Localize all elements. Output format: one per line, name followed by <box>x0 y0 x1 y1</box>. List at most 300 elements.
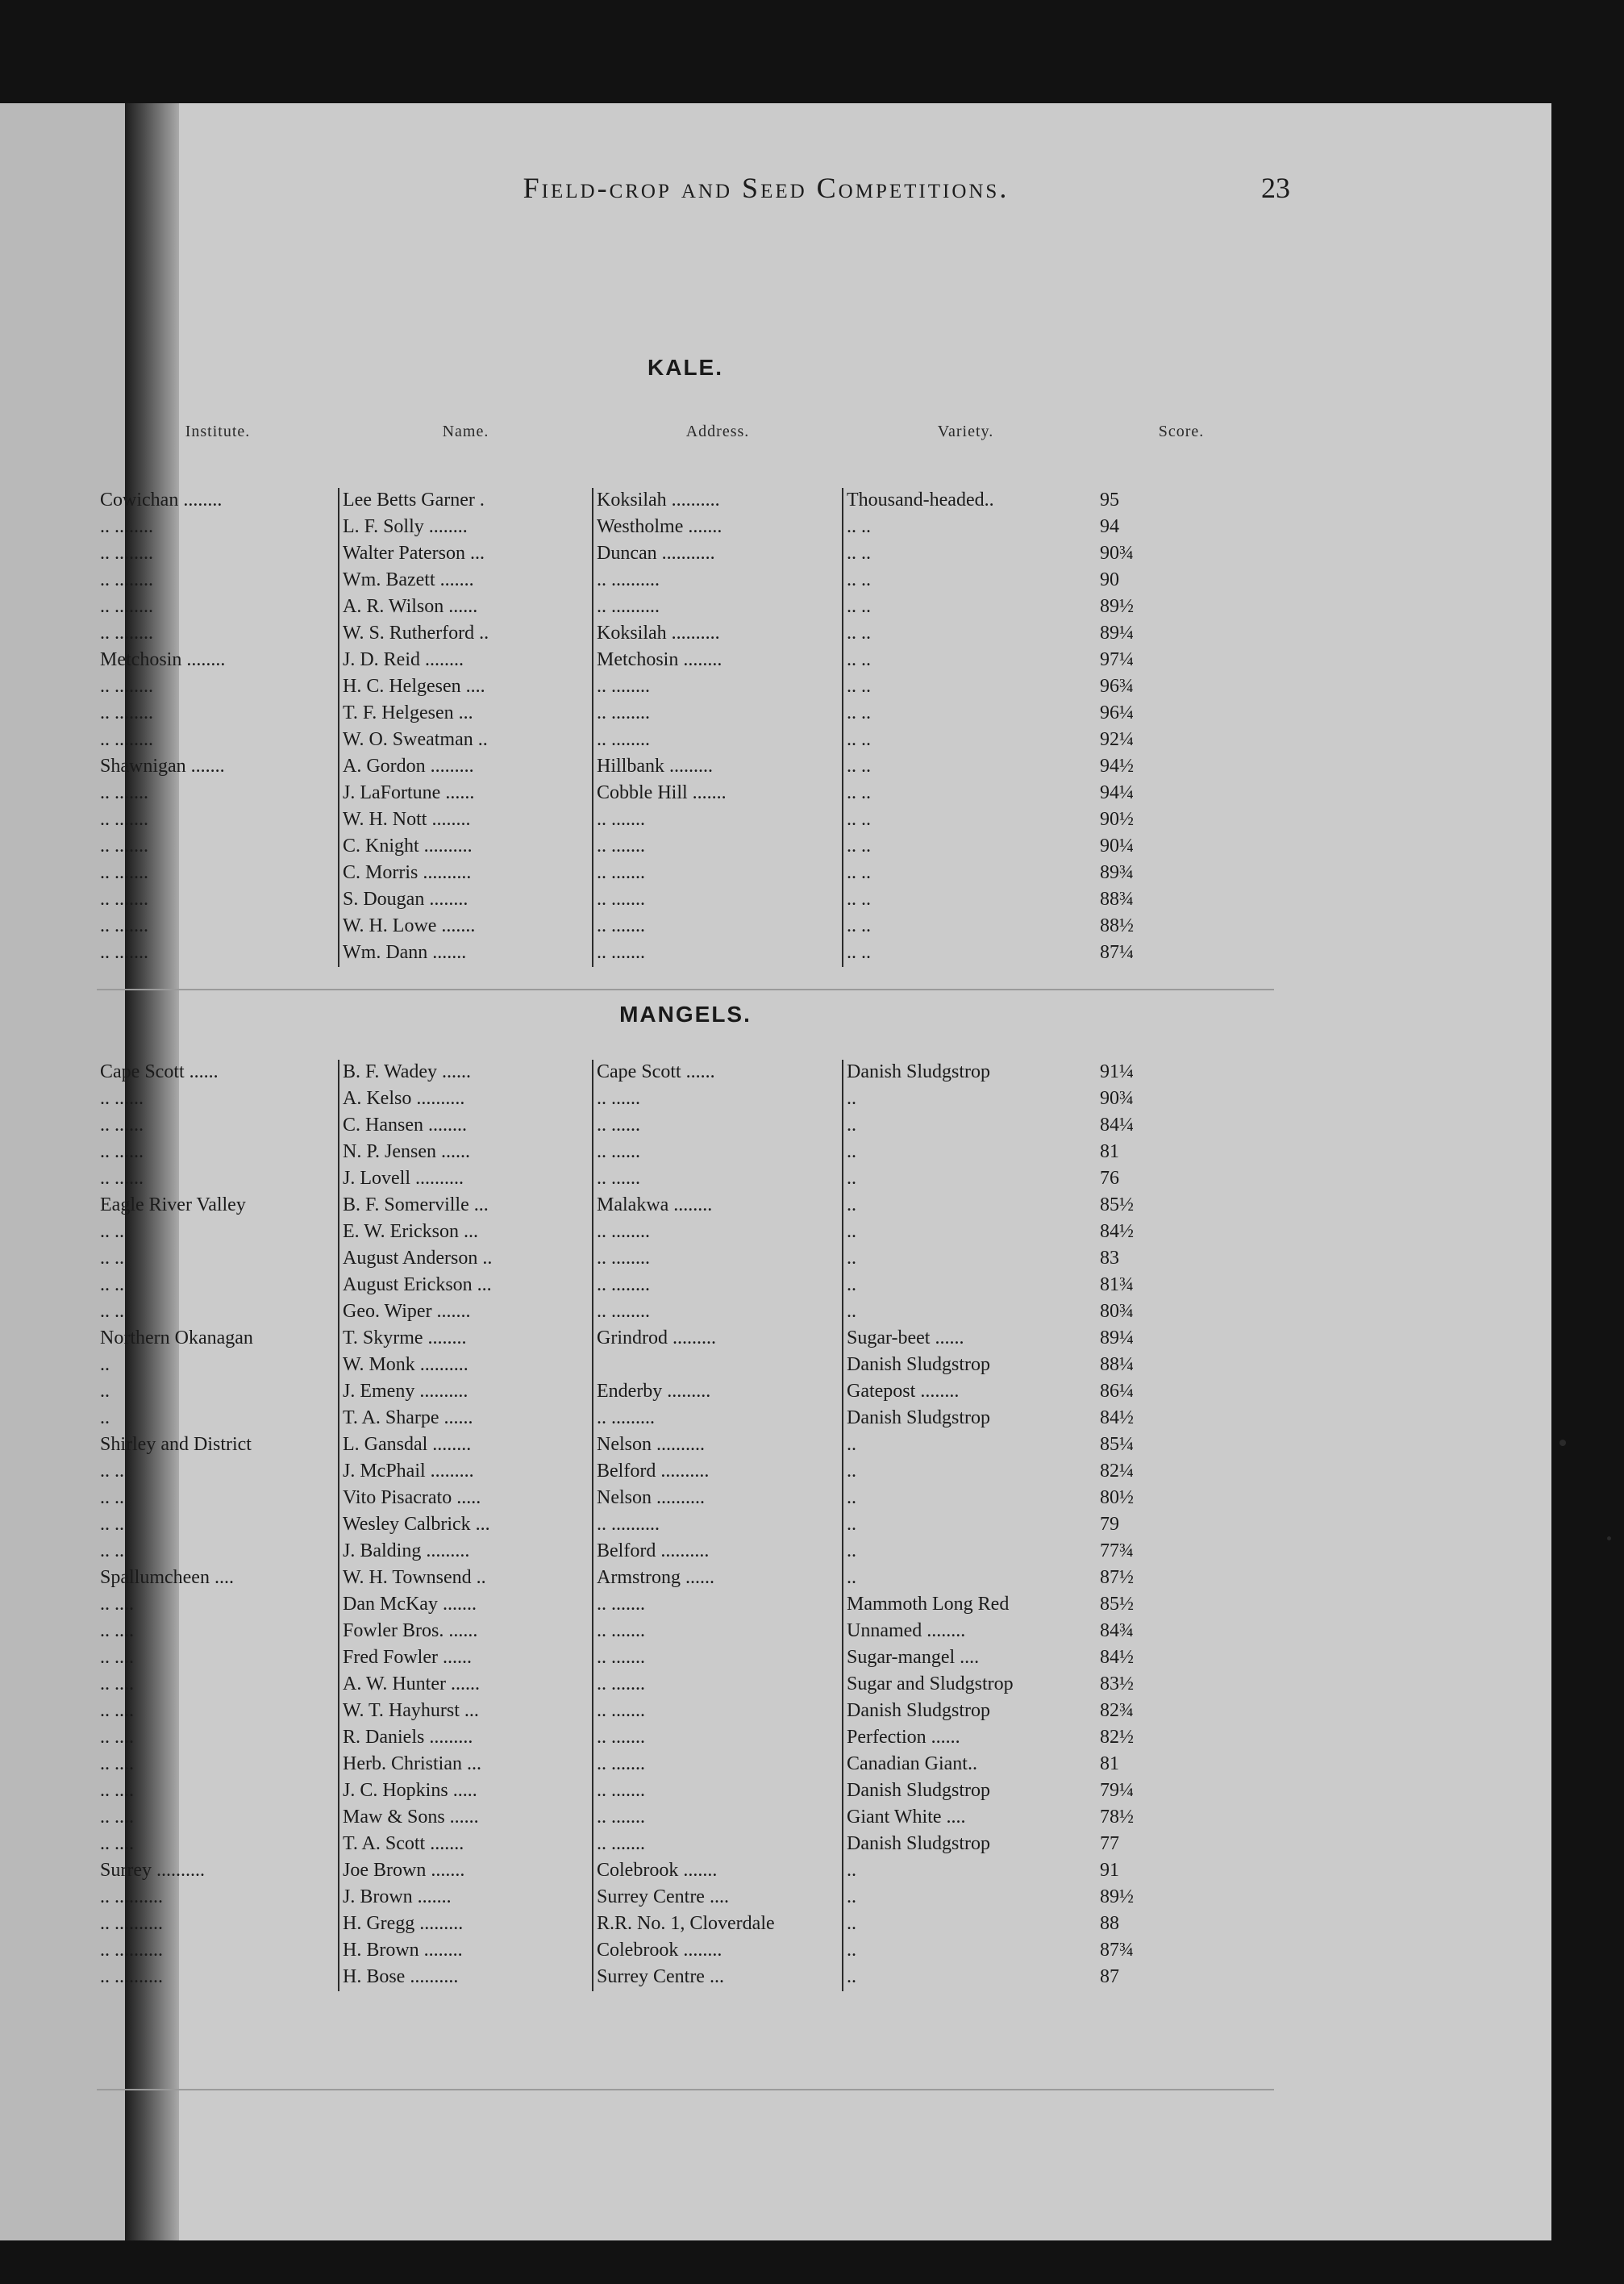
score-cell: 95 <box>1100 490 1119 511</box>
score-cell: 81¾ <box>1100 1274 1134 1295</box>
institute-cell: .. ........ <box>100 729 153 750</box>
kale-row <box>97 834 1282 861</box>
score-cell: 89¼ <box>1100 1327 1134 1348</box>
name-cell: Joe Brown ....... <box>339 1858 593 1885</box>
variety-cell: .. <box>843 1219 1089 1246</box>
mangels-row <box>97 1778 1282 1805</box>
score-cell: 78½ <box>1100 1807 1134 1828</box>
address-cell: .. ....... <box>593 914 843 940</box>
score-cell: 85½ <box>1100 1194 1134 1215</box>
score-cell: 87¾ <box>1100 1940 1134 1961</box>
variety-cell: .. <box>843 1246 1089 1273</box>
name-cell: A. R. Wilson ...... <box>339 594 593 621</box>
address-cell: .. ........ <box>593 674 843 701</box>
institute-cell: .. .......... <box>100 1913 163 1934</box>
column-header-institute: Institute. <box>185 423 251 440</box>
mangels-row <box>97 1672 1282 1698</box>
mangels-row <box>97 1592 1282 1619</box>
variety-cell: .. .. <box>843 834 1089 861</box>
score-cell: 96¾ <box>1100 676 1134 697</box>
institute-cell: .. .... <box>100 1833 134 1854</box>
address-cell: .. ........ <box>593 701 843 727</box>
variety-cell: .. <box>843 1911 1089 1938</box>
name-cell: Fowler Bros. ...... <box>339 1619 593 1645</box>
address-cell: .. ....... <box>593 1592 843 1619</box>
mangels-row <box>97 1725 1282 1752</box>
score-cell: 87 <box>1100 1966 1119 1987</box>
name-cell: A. Gordon ......... <box>339 754 593 781</box>
variety-cell: .. .. <box>843 594 1089 621</box>
score-cell: 94 <box>1100 516 1119 537</box>
variety-cell: .. <box>843 1565 1089 1592</box>
variety-cell: Gatepost ........ <box>843 1379 1089 1406</box>
name-cell: L. Gansdal ........ <box>339 1432 593 1459</box>
address-cell: Belford .......... <box>593 1459 843 1486</box>
name-cell: H. C. Helgesen .... <box>339 674 593 701</box>
table-bottom-rule <box>97 2089 1274 2090</box>
score-cell: 84¾ <box>1100 1620 1134 1641</box>
name-cell: N. P. Jensen ...... <box>339 1140 593 1166</box>
name-cell: B. F. Wadey ...... <box>339 1060 593 1086</box>
institute-cell: Cowichan ........ <box>100 490 223 511</box>
variety-cell: Danish Sludgstrop <box>843 1698 1089 1725</box>
score-cell: 80¾ <box>1100 1301 1134 1322</box>
page-number: 23 <box>1261 172 1290 204</box>
variety-cell: .. <box>843 1459 1089 1486</box>
name-cell: H. Brown ........ <box>339 1938 593 1965</box>
mangels-row <box>97 1352 1282 1379</box>
institute-cell: .. ........ <box>100 623 153 644</box>
address-cell: Cape Scott ...... <box>593 1060 843 1086</box>
institute-cell: .. ........ <box>100 676 153 697</box>
score-cell: 97¼ <box>1100 649 1134 670</box>
score-cell: 85¼ <box>1100 1434 1134 1455</box>
variety-cell: .. <box>843 1885 1089 1911</box>
name-cell: Dan McKay ....... <box>339 1592 593 1619</box>
variety-cell: .. .. <box>843 940 1089 967</box>
address-cell: .. ....... <box>593 834 843 861</box>
mangels-row <box>97 1698 1282 1725</box>
institute-cell: Spallumcheen .... <box>100 1567 234 1588</box>
address-cell: Metchosin ........ <box>593 648 843 674</box>
institute-cell: .. .... <box>100 1807 134 1828</box>
name-cell: Wesley Calbrick ... <box>339 1512 593 1539</box>
scan-speck <box>1607 1536 1611 1540</box>
address-cell: .. ....... <box>593 1672 843 1698</box>
variety-cell: .. .. <box>843 648 1089 674</box>
institute-cell: .. <box>100 1354 110 1375</box>
address-cell: Hillbank ......... <box>593 754 843 781</box>
address-cell: Belford .......... <box>593 1539 843 1565</box>
variety-cell: Danish Sludgstrop <box>843 1832 1089 1858</box>
address-cell: .. ....... <box>593 861 843 887</box>
address-cell: Colebrook ....... <box>593 1858 843 1885</box>
variety-cell: .. <box>843 1965 1089 1991</box>
name-cell: Lee Betts Garner . <box>339 488 593 515</box>
name-cell: Wm. Dann ....... <box>339 940 593 967</box>
variety-cell: .. .. <box>843 914 1089 940</box>
score-cell: 77¾ <box>1100 1540 1134 1561</box>
score-cell: 91¼ <box>1100 1061 1134 1082</box>
variety-cell: .. .. <box>843 754 1089 781</box>
address-cell: Enderby ......... <box>593 1379 843 1406</box>
address-cell: .. ....... <box>593 887 843 914</box>
address-cell: Duncan ........... <box>593 541 843 568</box>
variety-cell: .. .. <box>843 541 1089 568</box>
institute-cell: .. .. <box>100 1221 124 1242</box>
variety-cell: .. .. <box>843 568 1089 594</box>
name-cell: W. H. Nott ........ <box>339 807 593 834</box>
mangels-row <box>97 1060 1282 1086</box>
variety-cell: .. <box>843 1299 1089 1326</box>
score-cell: 84½ <box>1100 1221 1134 1242</box>
kale-row <box>97 781 1282 807</box>
institute-cell: Metchosin ........ <box>100 649 226 670</box>
institute-cell: .. ...... <box>100 1141 144 1162</box>
kale-row <box>97 568 1282 594</box>
institute-cell: .. .... <box>100 1700 134 1721</box>
page-header <box>363 171 1290 211</box>
name-cell: W. H. Lowe ....... <box>339 914 593 940</box>
name-cell: T. F. Helgesen ... <box>339 701 593 727</box>
institute-cell: .. .... <box>100 1753 134 1774</box>
address-cell: .. ......... <box>593 1406 843 1432</box>
address-cell: .. ...... <box>593 1113 843 1140</box>
kale-row <box>97 621 1282 648</box>
mangels-section-title: MANGELS. <box>619 1002 752 1027</box>
score-cell: 89¾ <box>1100 862 1134 883</box>
mangels-row <box>97 1219 1282 1246</box>
address-cell: Westholme ....... <box>593 515 843 541</box>
name-cell: J. D. Reid ........ <box>339 648 593 674</box>
address-cell: .. .......... <box>593 568 843 594</box>
institute-cell: .. .. <box>100 1487 124 1508</box>
column-header-name: Name. <box>442 423 489 440</box>
kale-section-title: KALE. <box>648 355 723 380</box>
name-cell: S. Dougan ........ <box>339 887 593 914</box>
institute-cell: .. .......... <box>100 1966 163 1987</box>
score-cell: 83 <box>1100 1248 1119 1269</box>
institute-cell: .. .......... <box>100 1940 163 1961</box>
address-cell: Koksilah .......... <box>593 488 843 515</box>
variety-cell: Perfection ...... <box>843 1725 1089 1752</box>
score-cell: 88¾ <box>1100 889 1134 910</box>
mangels-row <box>97 1486 1282 1512</box>
name-cell: Geo. Wiper ....... <box>339 1299 593 1326</box>
institute-cell: .. .... <box>100 1727 134 1748</box>
address-cell: .. .......... <box>593 594 843 621</box>
institute-cell: .. .. <box>100 1461 124 1482</box>
address-cell: .. ....... <box>593 1805 843 1832</box>
institute-cell: .. ....... <box>100 809 148 830</box>
institute-cell: Cape Scott ...... <box>100 1061 219 1082</box>
institute-cell: .. ....... <box>100 836 148 856</box>
name-cell: Vito Pisacrato ..... <box>339 1486 593 1512</box>
institute-cell: Northern Okanagan <box>100 1327 253 1348</box>
name-cell: W. S. Rutherford .. <box>339 621 593 648</box>
variety-cell: Sugar and Sludgstrop <box>843 1672 1089 1698</box>
address-cell: .. ....... <box>593 1645 843 1672</box>
address-cell: .. ....... <box>593 940 843 967</box>
score-cell: 84¼ <box>1100 1115 1134 1136</box>
variety-cell: .. <box>843 1193 1089 1219</box>
score-cell: 89½ <box>1100 596 1134 617</box>
variety-cell: Danish Sludgstrop <box>843 1060 1089 1086</box>
variety-cell: .. <box>843 1486 1089 1512</box>
score-cell: 87½ <box>1100 1567 1134 1588</box>
variety-cell: Mammoth Long Red <box>843 1592 1089 1619</box>
address-cell: .. ....... <box>593 1778 843 1805</box>
institute-cell: Surrey .......... <box>100 1860 205 1881</box>
name-cell: H. Gregg ......... <box>339 1911 593 1938</box>
address-cell: .. ........ <box>593 1299 843 1326</box>
name-cell: Walter Paterson ... <box>339 541 593 568</box>
mangels-row <box>97 1432 1282 1459</box>
institute-cell: .. ....... <box>100 915 148 936</box>
institute-cell: .. .......... <box>100 1886 163 1907</box>
institute-cell: .. ....... <box>100 889 148 910</box>
name-cell: J. Brown ....... <box>339 1885 593 1911</box>
variety-cell: Giant White .... <box>843 1805 1089 1832</box>
institute-cell: .. .... <box>100 1780 134 1801</box>
mangels-row <box>97 1805 1282 1832</box>
mangels-row <box>97 1273 1282 1299</box>
address-cell: Surrey Centre ... <box>593 1965 843 1991</box>
institute-cell: .. ........ <box>100 516 153 537</box>
address-cell: .. ........ <box>593 1219 843 1246</box>
score-cell: 90¼ <box>1100 836 1134 856</box>
name-cell: T. A. Scott ....... <box>339 1832 593 1858</box>
variety-cell: .. <box>843 1938 1089 1965</box>
address-cell: .. ........ <box>593 1246 843 1273</box>
name-cell: Fred Fowler ...... <box>339 1645 593 1672</box>
mangels-row <box>97 1832 1282 1858</box>
mangels-row <box>97 1379 1282 1406</box>
address-cell: Surrey Centre .... <box>593 1885 843 1911</box>
mangels-row <box>97 1113 1282 1140</box>
institute-cell: Shawnigan ....... <box>100 756 225 777</box>
score-cell: 77 <box>1100 1833 1119 1854</box>
mangels-row <box>97 1965 1282 1991</box>
mangels-row <box>97 1193 1282 1219</box>
institute-cell: Shirley and District <box>100 1434 252 1455</box>
address-cell: .. ....... <box>593 1752 843 1778</box>
score-cell: 76 <box>1100 1168 1119 1189</box>
section-divider <box>97 989 1274 990</box>
score-cell: 82¾ <box>1100 1700 1134 1721</box>
variety-cell: .. .. <box>843 781 1089 807</box>
score-cell: 90¾ <box>1100 543 1134 564</box>
score-cell: 94¼ <box>1100 782 1134 803</box>
address-cell: Armstrong ...... <box>593 1565 843 1592</box>
variety-cell: Thousand-headed.. <box>843 488 1089 515</box>
name-cell: J. Balding ......... <box>339 1539 593 1565</box>
variety-cell: .. .. <box>843 515 1089 541</box>
institute-cell: .. ....... <box>100 942 148 963</box>
mangels-row <box>97 1086 1282 1113</box>
address-cell <box>593 1352 843 1379</box>
institute-cell: .. ....... <box>100 862 148 883</box>
mangels-row <box>97 1406 1282 1432</box>
kale-row <box>97 648 1282 674</box>
address-cell: .. ...... <box>593 1086 843 1113</box>
name-cell: W. O. Sweatman .. <box>339 727 593 754</box>
score-cell: 90½ <box>1100 809 1134 830</box>
variety-cell: .. <box>843 1512 1089 1539</box>
variety-cell: .. .. <box>843 674 1089 701</box>
score-cell: 86¼ <box>1100 1381 1134 1402</box>
variety-cell: Canadian Giant.. <box>843 1752 1089 1778</box>
name-cell: E. W. Erickson ... <box>339 1219 593 1246</box>
address-cell: .. ........ <box>593 727 843 754</box>
kale-row <box>97 594 1282 621</box>
name-cell: W. Monk .......... <box>339 1352 593 1379</box>
name-cell: H. Bose .......... <box>339 1965 593 1991</box>
name-cell: T. Skyrme ........ <box>339 1326 593 1352</box>
score-cell: 81 <box>1100 1753 1119 1774</box>
institute-cell: .. ...... <box>100 1115 144 1136</box>
kale-row <box>97 488 1282 515</box>
kale-row <box>97 541 1282 568</box>
name-cell: W. T. Hayhurst ... <box>339 1698 593 1725</box>
institute-cell: .. ...... <box>100 1168 144 1189</box>
score-cell: 81 <box>1100 1141 1119 1162</box>
mangels-row <box>97 1645 1282 1672</box>
name-cell: A. Kelso .......... <box>339 1086 593 1113</box>
kale-row <box>97 727 1282 754</box>
institute-cell: .. .... <box>100 1620 134 1641</box>
score-cell: 85½ <box>1100 1594 1134 1615</box>
address-cell: Cobble Hill ....... <box>593 781 843 807</box>
address-cell: Grindrod ......... <box>593 1326 843 1352</box>
variety-cell: Danish Sludgstrop <box>843 1778 1089 1805</box>
mangels-row <box>97 1299 1282 1326</box>
variety-cell: .. .. <box>843 861 1089 887</box>
name-cell: J. Lovell .......... <box>339 1166 593 1193</box>
name-cell: R. Daniels ......... <box>339 1725 593 1752</box>
running-title: Field-crop and Seed Competitions. <box>523 172 1010 204</box>
mangels-row <box>97 1565 1282 1592</box>
variety-cell: Sugar-mangel .... <box>843 1645 1089 1672</box>
kale-row <box>97 914 1282 940</box>
variety-cell: Danish Sludgstrop <box>843 1406 1089 1432</box>
variety-cell: .. .. <box>843 701 1089 727</box>
score-cell: 88 <box>1100 1913 1119 1934</box>
mangels-row <box>97 1326 1282 1352</box>
address-cell: .. ...... <box>593 1166 843 1193</box>
address-cell: Malakwa ........ <box>593 1193 843 1219</box>
name-cell: A. W. Hunter ...... <box>339 1672 593 1698</box>
score-cell: 82½ <box>1100 1727 1134 1748</box>
institute-cell: .. .... <box>100 1647 134 1668</box>
name-cell: August Anderson .. <box>339 1246 593 1273</box>
name-cell: August Erickson ... <box>339 1273 593 1299</box>
score-cell: 91 <box>1100 1860 1119 1881</box>
mangels-table <box>97 1060 1282 1991</box>
column-header-address: Address. <box>685 423 750 440</box>
name-cell: C. Hansen ........ <box>339 1113 593 1140</box>
mangels-row <box>97 1140 1282 1166</box>
variety-cell: Sugar-beet ...... <box>843 1326 1089 1352</box>
name-cell: Wm. Bazett ....... <box>339 568 593 594</box>
score-cell: 79¼ <box>1100 1780 1134 1801</box>
address-cell: .. ....... <box>593 1832 843 1858</box>
institute-cell: .. ....... <box>100 782 148 803</box>
score-cell: 90¾ <box>1100 1088 1134 1109</box>
column-header-row <box>97 423 1274 455</box>
institute-cell: .. ........ <box>100 596 153 617</box>
variety-cell: .. .. <box>843 807 1089 834</box>
institute-cell: .. ........ <box>100 543 153 564</box>
variety-cell: Danish Sludgstrop <box>843 1352 1089 1379</box>
kale-row <box>97 861 1282 887</box>
mangels-row <box>97 1539 1282 1565</box>
name-cell: Herb. Christian ... <box>339 1752 593 1778</box>
column-header-score: Score. <box>1158 423 1205 440</box>
score-cell: 90 <box>1100 569 1119 590</box>
name-cell: W. H. Townsend .. <box>339 1565 593 1592</box>
variety-cell: .. .. <box>843 887 1089 914</box>
variety-cell: .. <box>843 1086 1089 1113</box>
name-cell: J. LaFortune ...... <box>339 781 593 807</box>
address-cell: R.R. No. 1, Cloverdale <box>593 1911 843 1938</box>
variety-cell: .. <box>843 1432 1089 1459</box>
address-cell: .. ....... <box>593 1698 843 1725</box>
kale-row <box>97 887 1282 914</box>
kale-row <box>97 807 1282 834</box>
kale-row <box>97 701 1282 727</box>
score-cell: 80½ <box>1100 1487 1134 1508</box>
address-cell: .. ....... <box>593 1725 843 1752</box>
name-cell: J. McPhail ......... <box>339 1459 593 1486</box>
mangels-row <box>97 1911 1282 1938</box>
institute-cell: .. .... <box>100 1673 134 1694</box>
mangels-row <box>97 1246 1282 1273</box>
mangels-row <box>97 1858 1282 1885</box>
score-cell: 89½ <box>1100 1886 1134 1907</box>
institute-cell: .. ........ <box>100 702 153 723</box>
score-cell: 88¼ <box>1100 1354 1134 1375</box>
name-cell: L. F. Solly ........ <box>339 515 593 541</box>
name-cell: J. Emeny .......... <box>339 1379 593 1406</box>
address-cell: Colebrook ........ <box>593 1938 843 1965</box>
institute-cell: .. .. <box>100 1274 124 1295</box>
score-cell: 83½ <box>1100 1673 1134 1694</box>
column-header-variety: Variety. <box>937 423 994 440</box>
variety-cell: .. <box>843 1539 1089 1565</box>
variety-cell: .. <box>843 1166 1089 1193</box>
address-cell: .. ...... <box>593 1140 843 1166</box>
kale-table <box>97 488 1282 967</box>
address-cell: .. ....... <box>593 807 843 834</box>
score-cell: 84½ <box>1100 1407 1134 1428</box>
mangels-row <box>97 1512 1282 1539</box>
institute-cell: Eagle River Valley <box>100 1194 246 1215</box>
mangels-row <box>97 1938 1282 1965</box>
variety-cell: .. <box>843 1113 1089 1140</box>
name-cell: T. A. Sharpe ...... <box>339 1406 593 1432</box>
variety-cell: Unnamed ........ <box>843 1619 1089 1645</box>
variety-cell: .. <box>843 1140 1089 1166</box>
name-cell: Maw & Sons ...... <box>339 1805 593 1832</box>
kale-row <box>97 754 1282 781</box>
variety-cell: .. <box>843 1273 1089 1299</box>
kale-row <box>97 515 1282 541</box>
address-cell: .. .......... <box>593 1512 843 1539</box>
mangels-row <box>97 1752 1282 1778</box>
address-cell: Nelson .......... <box>593 1486 843 1512</box>
address-cell: .. ....... <box>593 1619 843 1645</box>
